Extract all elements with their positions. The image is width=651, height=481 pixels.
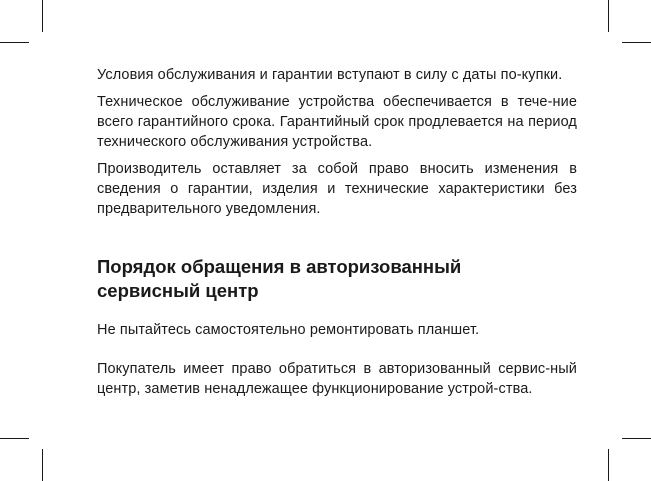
warranty-start-paragraph: Условия обслуживания и гарантии вступают в силу с даты по-купки. (97, 67, 563, 83)
crop-mark-bottom-right-vertical (608, 449, 609, 481)
crop-mark-bottom-right-horizontal (622, 438, 651, 439)
crop-mark-top-right-horizontal (622, 42, 651, 43)
crop-mark-top-right-vertical (608, 0, 609, 32)
service-center-paragraph: Покупатель имеет право обратиться в авторизованный сервис-ный центр, заметив ненадлежащее функционирование устрой-ства. (97, 361, 577, 397)
section-heading-line-2: сервисный центр (97, 280, 259, 301)
crop-mark-bottom-left-vertical (42, 449, 43, 481)
no-self-repair-paragraph: Не пытайтесь самостоятельно ремонтировать планшет. (97, 322, 480, 338)
maintenance-paragraph: Техническое обслуживание устройства обеспечивается в тече-ние всего гарантийного срока. Гарантийный срок продлевается на период технического обслуживания устройства. (97, 94, 577, 150)
manufacturer-rights-paragraph: Производитель оставляет за собой право вносить изменения в сведения о гарантии, изделия и технические характеристики без предварительного уведомления. (97, 161, 577, 217)
section-heading (97, 255, 577, 303)
crop-mark-top-left-vertical (42, 0, 43, 32)
section-heading-line-1: Порядок обращения в авторизованный (97, 256, 462, 277)
crop-mark-top-left-horizontal (0, 42, 29, 43)
page-content (97, 65, 577, 399)
crop-mark-bottom-left-horizontal (0, 438, 29, 439)
